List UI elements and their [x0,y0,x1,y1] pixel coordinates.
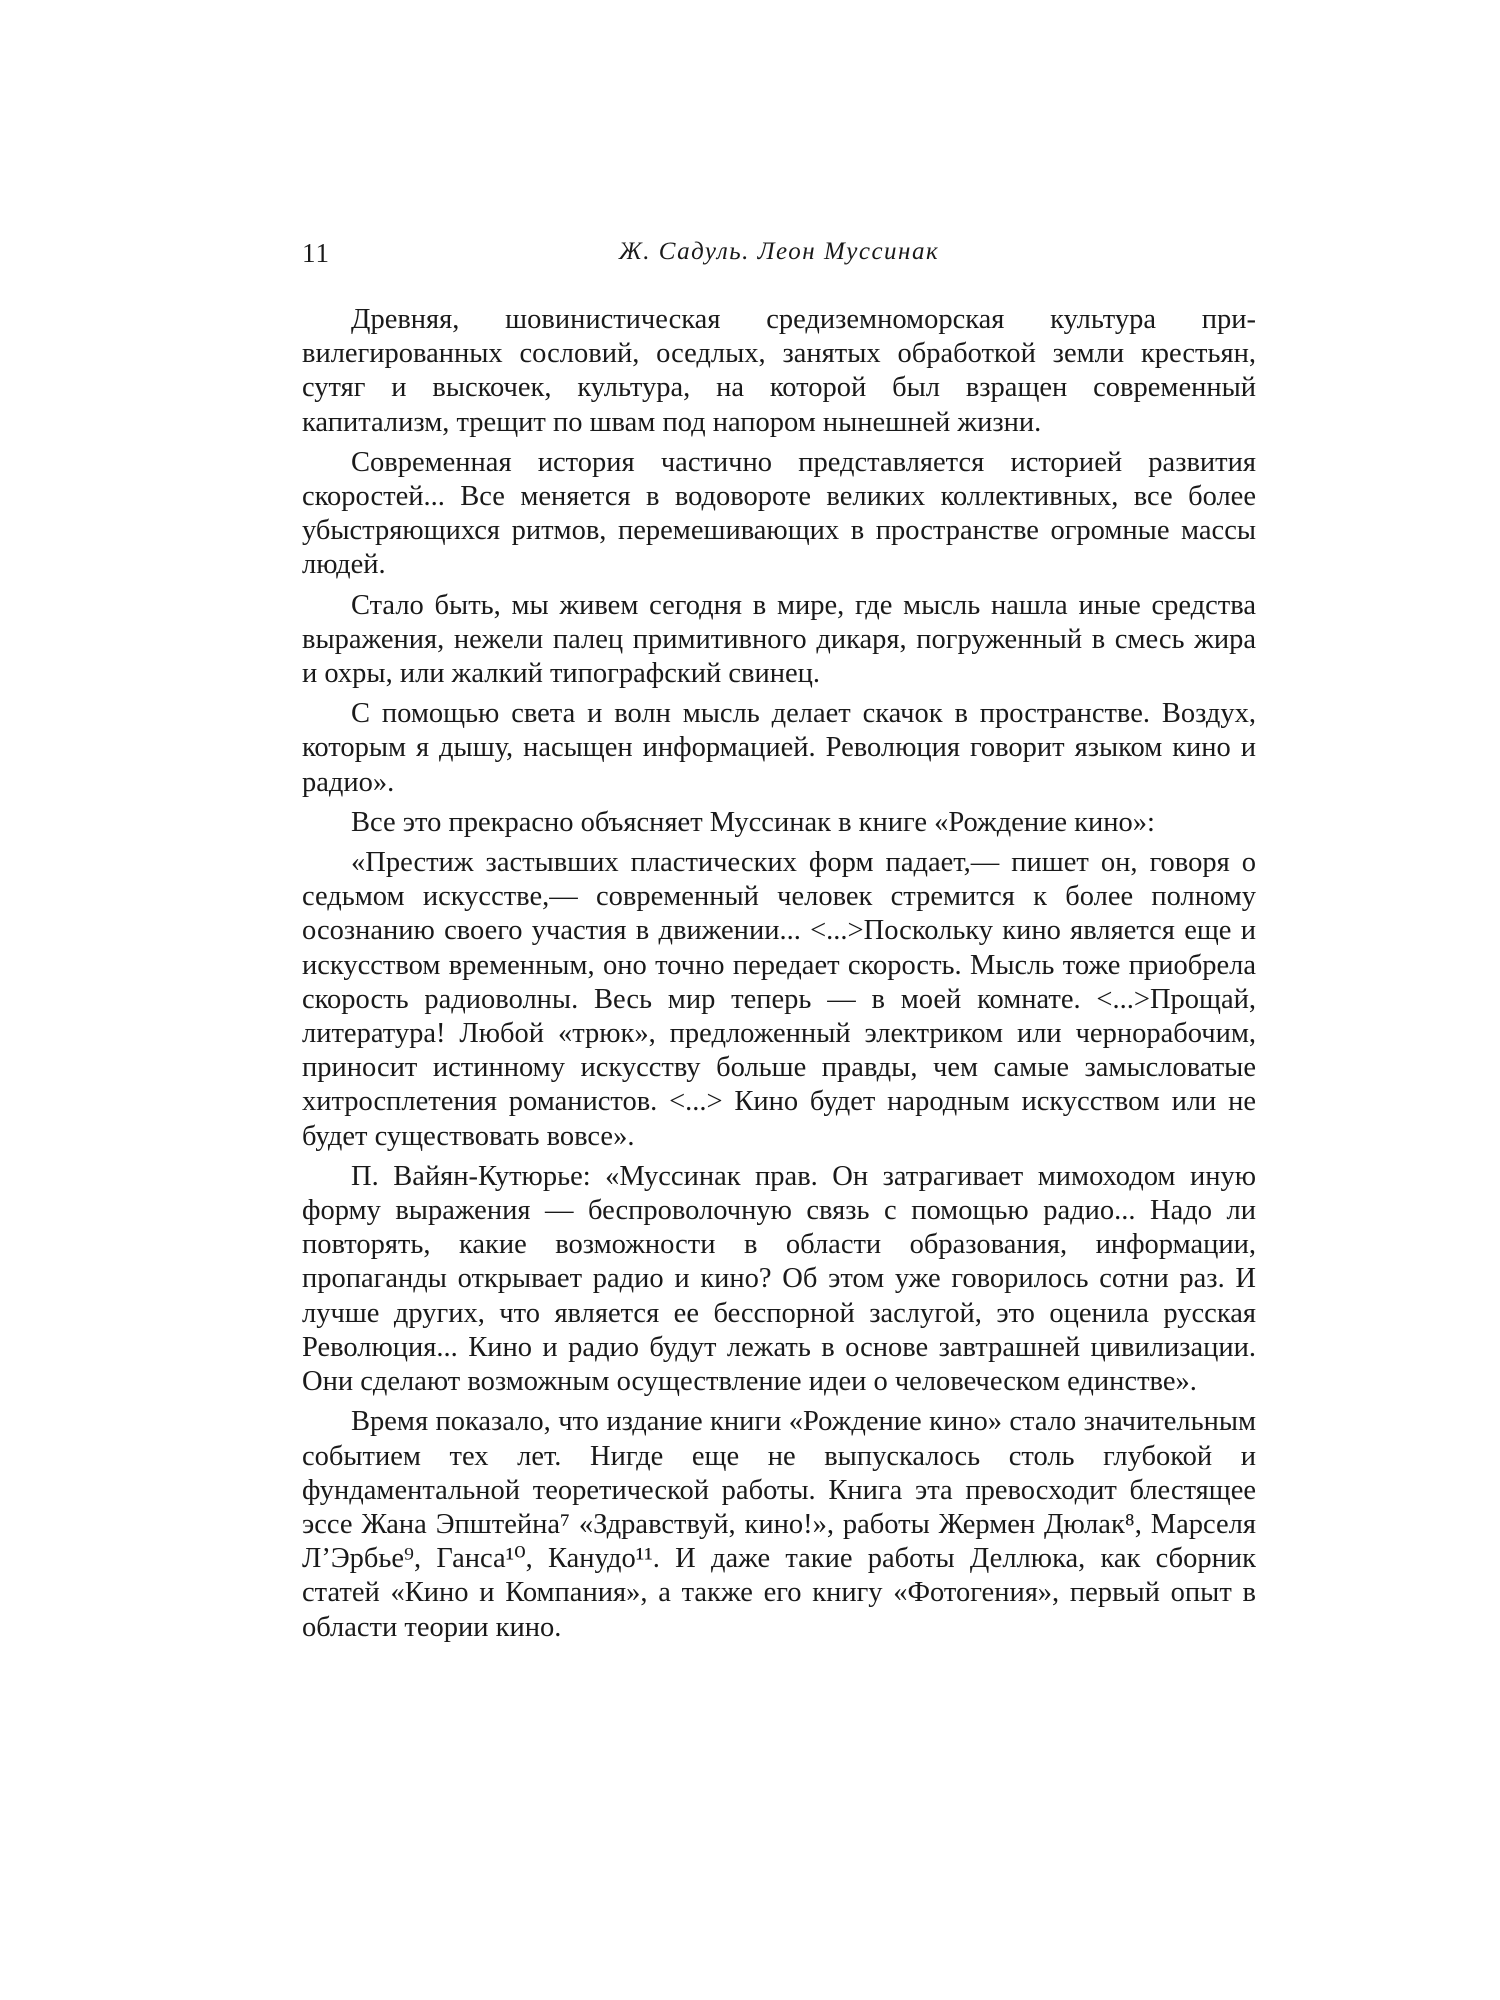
page-number: 11 [302,238,330,268]
paragraph-5: Все это прекрасно объясняет Муссинак в книге «Рождение кино»: [351,806,1155,838]
paragraph-8: Время показало, что издание книги «Рождение кино» стало значительным событием тех лет. Нигде еще не выпускалось столь глубокой и фундаментальной теоретической работы. Книга эта превосходит блестящее эссе Жана Эпштейна⁷ «Здравствуй, кино!», работы Жермен Дюлак⁸, Марселя Л’Эрбье⁹, Ганса¹⁰, Канудо¹¹. И даже такие работы Деллюка, как сборник статей «Кино и Компания», а также его книгу «Фотогения», первый опыт в области теории кино. [302,1406,1256,1643]
paragraph-3: Стало быть, мы живем сегодня в мире, где мысль нашла иные средства выражения, нежели палец примитивного дикаря, погруженный в смесь жира и охры, или жалкий типографский свинец. [302,589,1256,690]
page-header [302,238,1256,278]
running-title: Ж. Садуль. Леон Муссинак [618,238,940,265]
paragraph-1: Древняя, шовинистическая средиземноморская культура привилегированных сословий, оседлых, занятых обработкой земли крестьян, сутяг и выскочек, культура, на которой был взращен современный капитализм, трещит по швам под напором нынешней жизни. [302,304,1256,438]
paragraph-6: «Престиж застывших пластических форм падает,— пишет он, говоря о седьмом искусстве,— современный человек стремится к более полному осознанию своего участия в движении... <...>Поскольку кино является еще и искусством временным, оно точно передает скорость. Мысль тоже приобрела скорость радиоволны. Весь мир теперь — в моей комнате. <...>Прощай, литература! Любой «трюк», предложенный электриком или чернорабочим, приносит истинному искусству больше правды, чем самые замысловатые хитросплетения романистов. <...> Кино будет народным искусством или не будет существовать вовсе». [302,847,1256,1152]
paragraph-2: Современная история частично представляется историей развития скоростей... Все меняется в водовороте великих коллективных, все более убыстряющихся ритмов, перемешивающих в пространстве огромные массы людей. [302,446,1256,581]
paragraph-4: С помощью света и волн мысль делает скачок в пространстве. Воздух, которым я дышу, насыщен информацией. Революция говорит языком кино и радио». [302,698,1256,798]
paragraph-7: П. Вайян-Кутюрье: «Муссинак прав. Он затрагивает мимоходом иную форму выражения — беспроволочную связь с помощью радио... Надо ли повторять, какие возможности в области образования, информации, пропаганды открывает радио и кино? Об этом уже говорилось сотни раз. И лучше других, что является ее бесспорной заслугой, это оценила русская Революция... Кино и радио будут лежать в основе завтрашней цивилизации. Они сделают возможным осуществление идеи о человеческом единстве». [302,1160,1256,1398]
body-text [302,303,1256,1651]
